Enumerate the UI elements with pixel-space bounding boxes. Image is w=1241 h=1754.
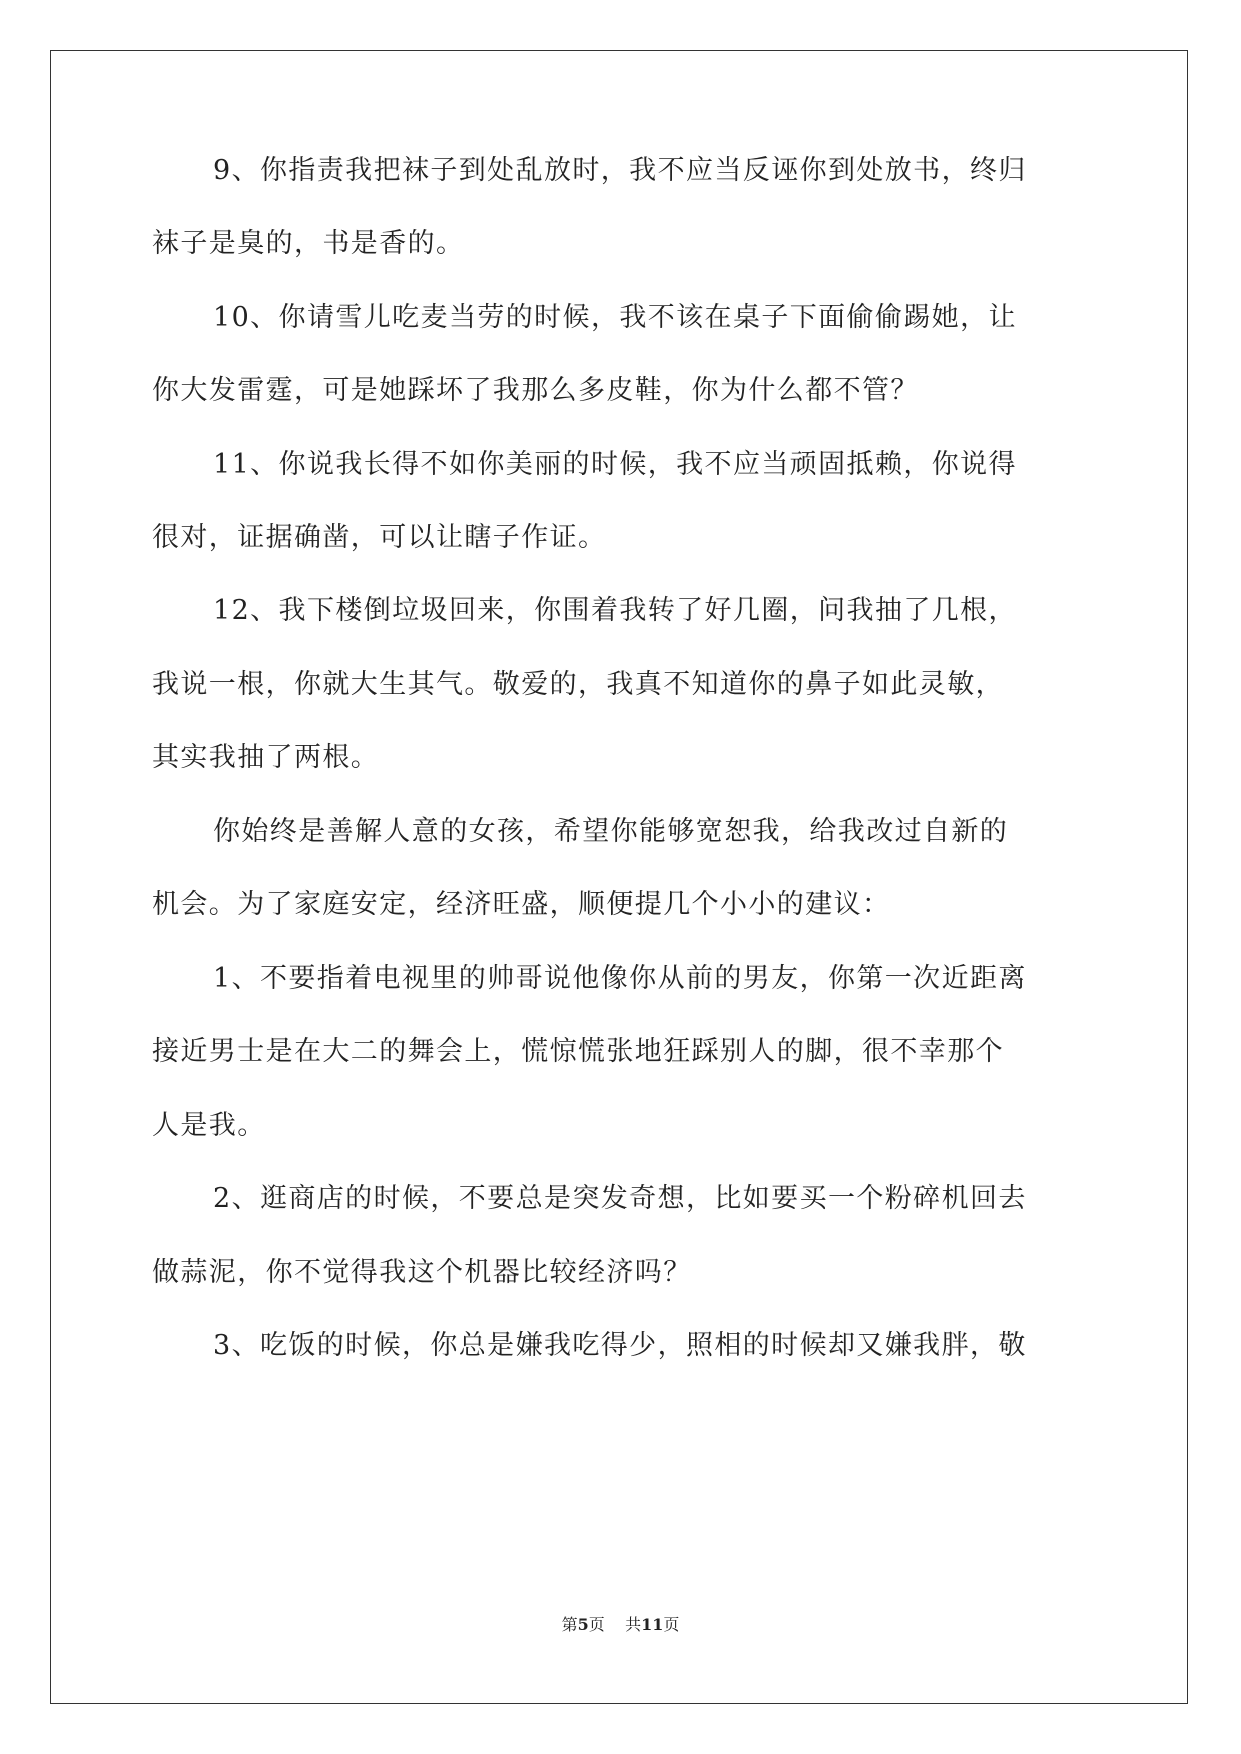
- text-line: 2、逛商店的时候，不要总是突发奇想，比如要买一个粉碎机回去: [213, 1183, 1027, 1214]
- text-line: 很对，证据确凿，可以让瞎子作证。: [152, 522, 607, 553]
- text-line: 人是我。: [152, 1110, 266, 1141]
- text-line: 11、你说我长得不如你美丽的时候，我不应当顽固抵赖，你说得: [213, 449, 1017, 480]
- page-footer: [0, 1614, 1241, 1636]
- text-line: 12、我下楼倒垃圾回来，你围着我转了好几圈，问我抽了几根，: [213, 595, 1017, 626]
- text-line: 做蒜泥，你不觉得我这个机器比较经济吗？: [152, 1257, 692, 1288]
- text-line: 1、不要指着电视里的帅哥说他像你从前的男友，你第一次近距离: [213, 963, 1027, 994]
- page-number: 5: [577, 1615, 589, 1634]
- total-pages: 11: [641, 1615, 664, 1634]
- text-line: 我说一根，你就大生其气。敬爱的，我真不知道你的鼻子如此灵敏，: [152, 669, 1004, 700]
- page-suffix: 页: [588, 1615, 605, 1634]
- total-prefix: 共: [625, 1615, 642, 1634]
- text-line: 其实我抽了两根。: [152, 742, 380, 773]
- text-line: 3、吃饭的时候，你总是嫌我吃得少，照相的时候却又嫌我胖，敬: [213, 1330, 1027, 1361]
- text-line: 你始终是善解人意的女孩，希望你能够宽恕我，给我改过自新的: [213, 816, 1009, 847]
- text-line: 袜子是臭的，书是香的。: [152, 228, 465, 259]
- text-line: 机会。为了家庭安定，经济旺盛，顺便提几个小小的建议：: [152, 889, 891, 920]
- text-line: 9、你指责我把袜子到处乱放时，我不应当反诬你到处放书，终归: [213, 155, 1027, 186]
- text-line: 10、你请雪儿吃麦当劳的时候，我不该在桌子下面偷偷踢她，让: [213, 302, 1017, 333]
- page-border: [50, 50, 1188, 1704]
- text-line: 你大发雷霆，可是她踩坏了我那么多皮鞋，你为什么都不管？: [152, 375, 919, 406]
- page-prefix: 第: [561, 1615, 578, 1634]
- text-line: 接近男士是在大二的舞会上，慌惊慌张地狂踩别人的脚，很不幸那个: [152, 1036, 1004, 1067]
- total-suffix: 页: [663, 1615, 680, 1634]
